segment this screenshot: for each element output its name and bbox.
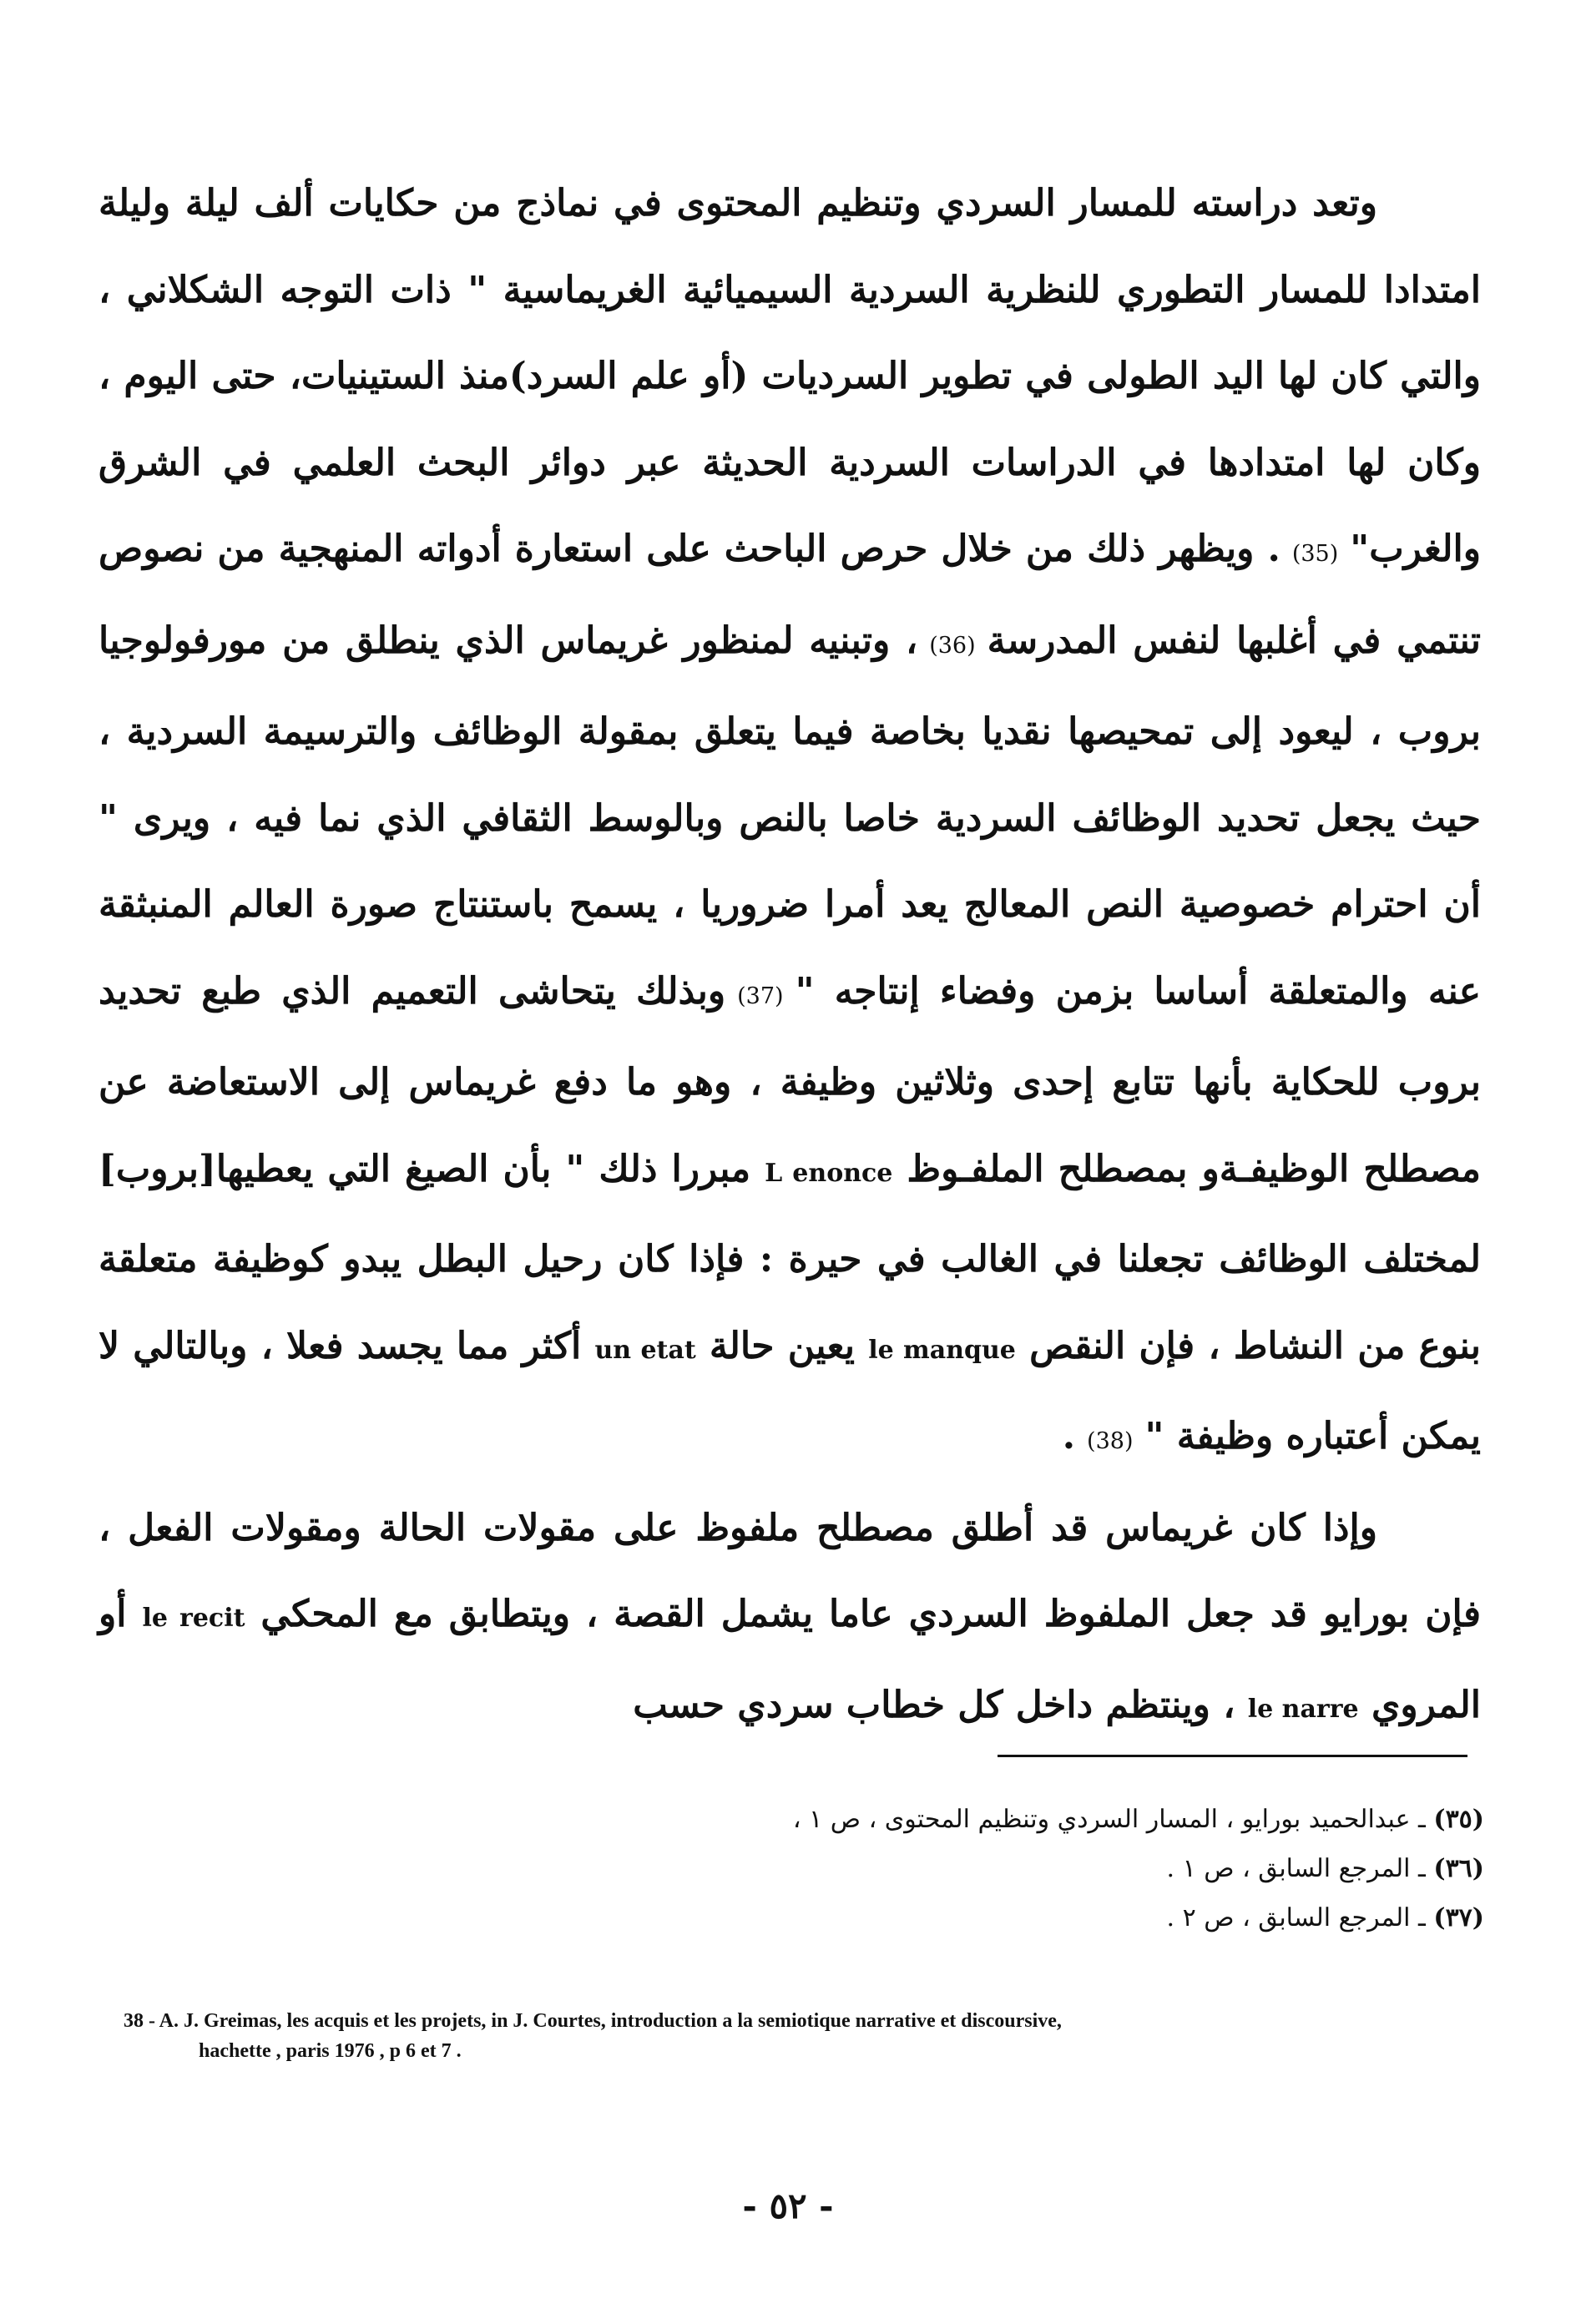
footnote-36: (٣٦) ـ المرجع السابق ، ص ١ . xyxy=(1166,1854,1484,1883)
latin-term: L enonce xyxy=(765,1158,893,1188)
paragraph-2: وإذا كان غريماس قد أطلق مصطلح ملفوظ على مقولات الحالة ومقولات الفعل ، فإن بورايو قد جعل الملفوظ السردي عاما يشمل القصة ، ويتطابق مع المحكي le recit أو المروي le narre ، وينتظم داخل كل خطاب سردي حسب xyxy=(98,1506,1481,1726)
latin-term: le manque xyxy=(868,1335,1016,1365)
footnote-separator xyxy=(998,1755,1467,1757)
latin-term: le recit xyxy=(142,1604,245,1633)
footnote-ref-37: (37) xyxy=(737,983,784,1009)
footnote-38 xyxy=(124,2006,1392,2066)
footnotes xyxy=(417,1795,1484,1943)
page-number: - ٥٢ - xyxy=(742,2185,834,2226)
footnote-ref-36: (36) xyxy=(929,632,976,659)
main-text xyxy=(98,160,1481,1752)
latin-term: le narre xyxy=(1247,1694,1359,1724)
footnote-38-line-1: 38 - A. J. Greimas, les acquis et les projets, in J. Courtes, introduction a la semiotique narrative et discoursive, xyxy=(124,2010,1062,2032)
footnote-35: (٣٥) ـ عبدالحميد بورايو ، المسار السردي وتنظيم المحتوى ، ص ١ ، xyxy=(792,1805,1484,1834)
latin-term: un etat xyxy=(594,1335,696,1365)
paragraph-1: وتعد دراسته للمسار السردي وتنظيم المحتوى في نماذج من حكايات ألف ليلة وليلة امتدادا للمسار التطوري للنظرية السردية السيميائية الغريماسية " ذات التوجه الشكلاني ، والتي كان لها اليد الطولى في تطوير السرديات (أو علم السرد)منذ الستينيات، حتى اليوم ، وكان لها امتدادها في الدراسات السردية الحديثة عبر دوائر البحث العلمي في الشرق والغرب"(35). ويظهر ذلك من خلال حرص الباحث على استعارة أدواته المنهجية من نصوص تنتمي في أغلبها لنفس المدرسة(36)، وتبنيه لمنظور غريماس الذي ينطلق من مورفولوجيا بروب ، ليعود إلى تمحيصها نقديا بخاصة فيما يتعلق بمقولة الوظائف والترسيمة السردية ، حيث يجعل تحديد الوظائف السردية خاصا بالنص وبالوسط الثقافي الذي نما فيه ، ويرى " أن احترام خصوصية النص المعالج يعد أمرا ضروريا ، يسمح باستنتاج صورة العالم المنبثقة عنه والمتعلقة أساسا بزمن وفضاء إنتاجه "(37)وبذلك يتحاشى التعميم الذي طبع تحديد بروب للحكاية بأنها تتابع إحدى وثلاثين وظيفة ، وهو ما دفع غريماس إلى الاستعاضة عن مصطلح الوظيفـةو بمصطلح الملفـوظ L enonce مبررا ذلك " بأن الصيغ التي يعطيها[بروب] لمختلف الوظائف تجعلنا في الغالب في حيرة : فإذا كان رحيل البطل يبدو كوظيفة متعلقة بنوع من النشاط ، فإن النقص le manque يعين حالة un etat أكثر مما يجسد فعلا ، وبالتالي لا يمكن أعتباره وظيفة "(38). xyxy=(98,182,1481,1458)
footnote-38-line-2: hachette , paris 1976 , p 6 et 7 . xyxy=(199,2040,462,2062)
footnote-37: (٣٧) ـ المرجع السابق ، ص ٢ . xyxy=(1166,1903,1484,1932)
footnote-ref-35: (35) xyxy=(1291,541,1339,567)
footnote-ref-38: (38) xyxy=(1087,1428,1134,1454)
